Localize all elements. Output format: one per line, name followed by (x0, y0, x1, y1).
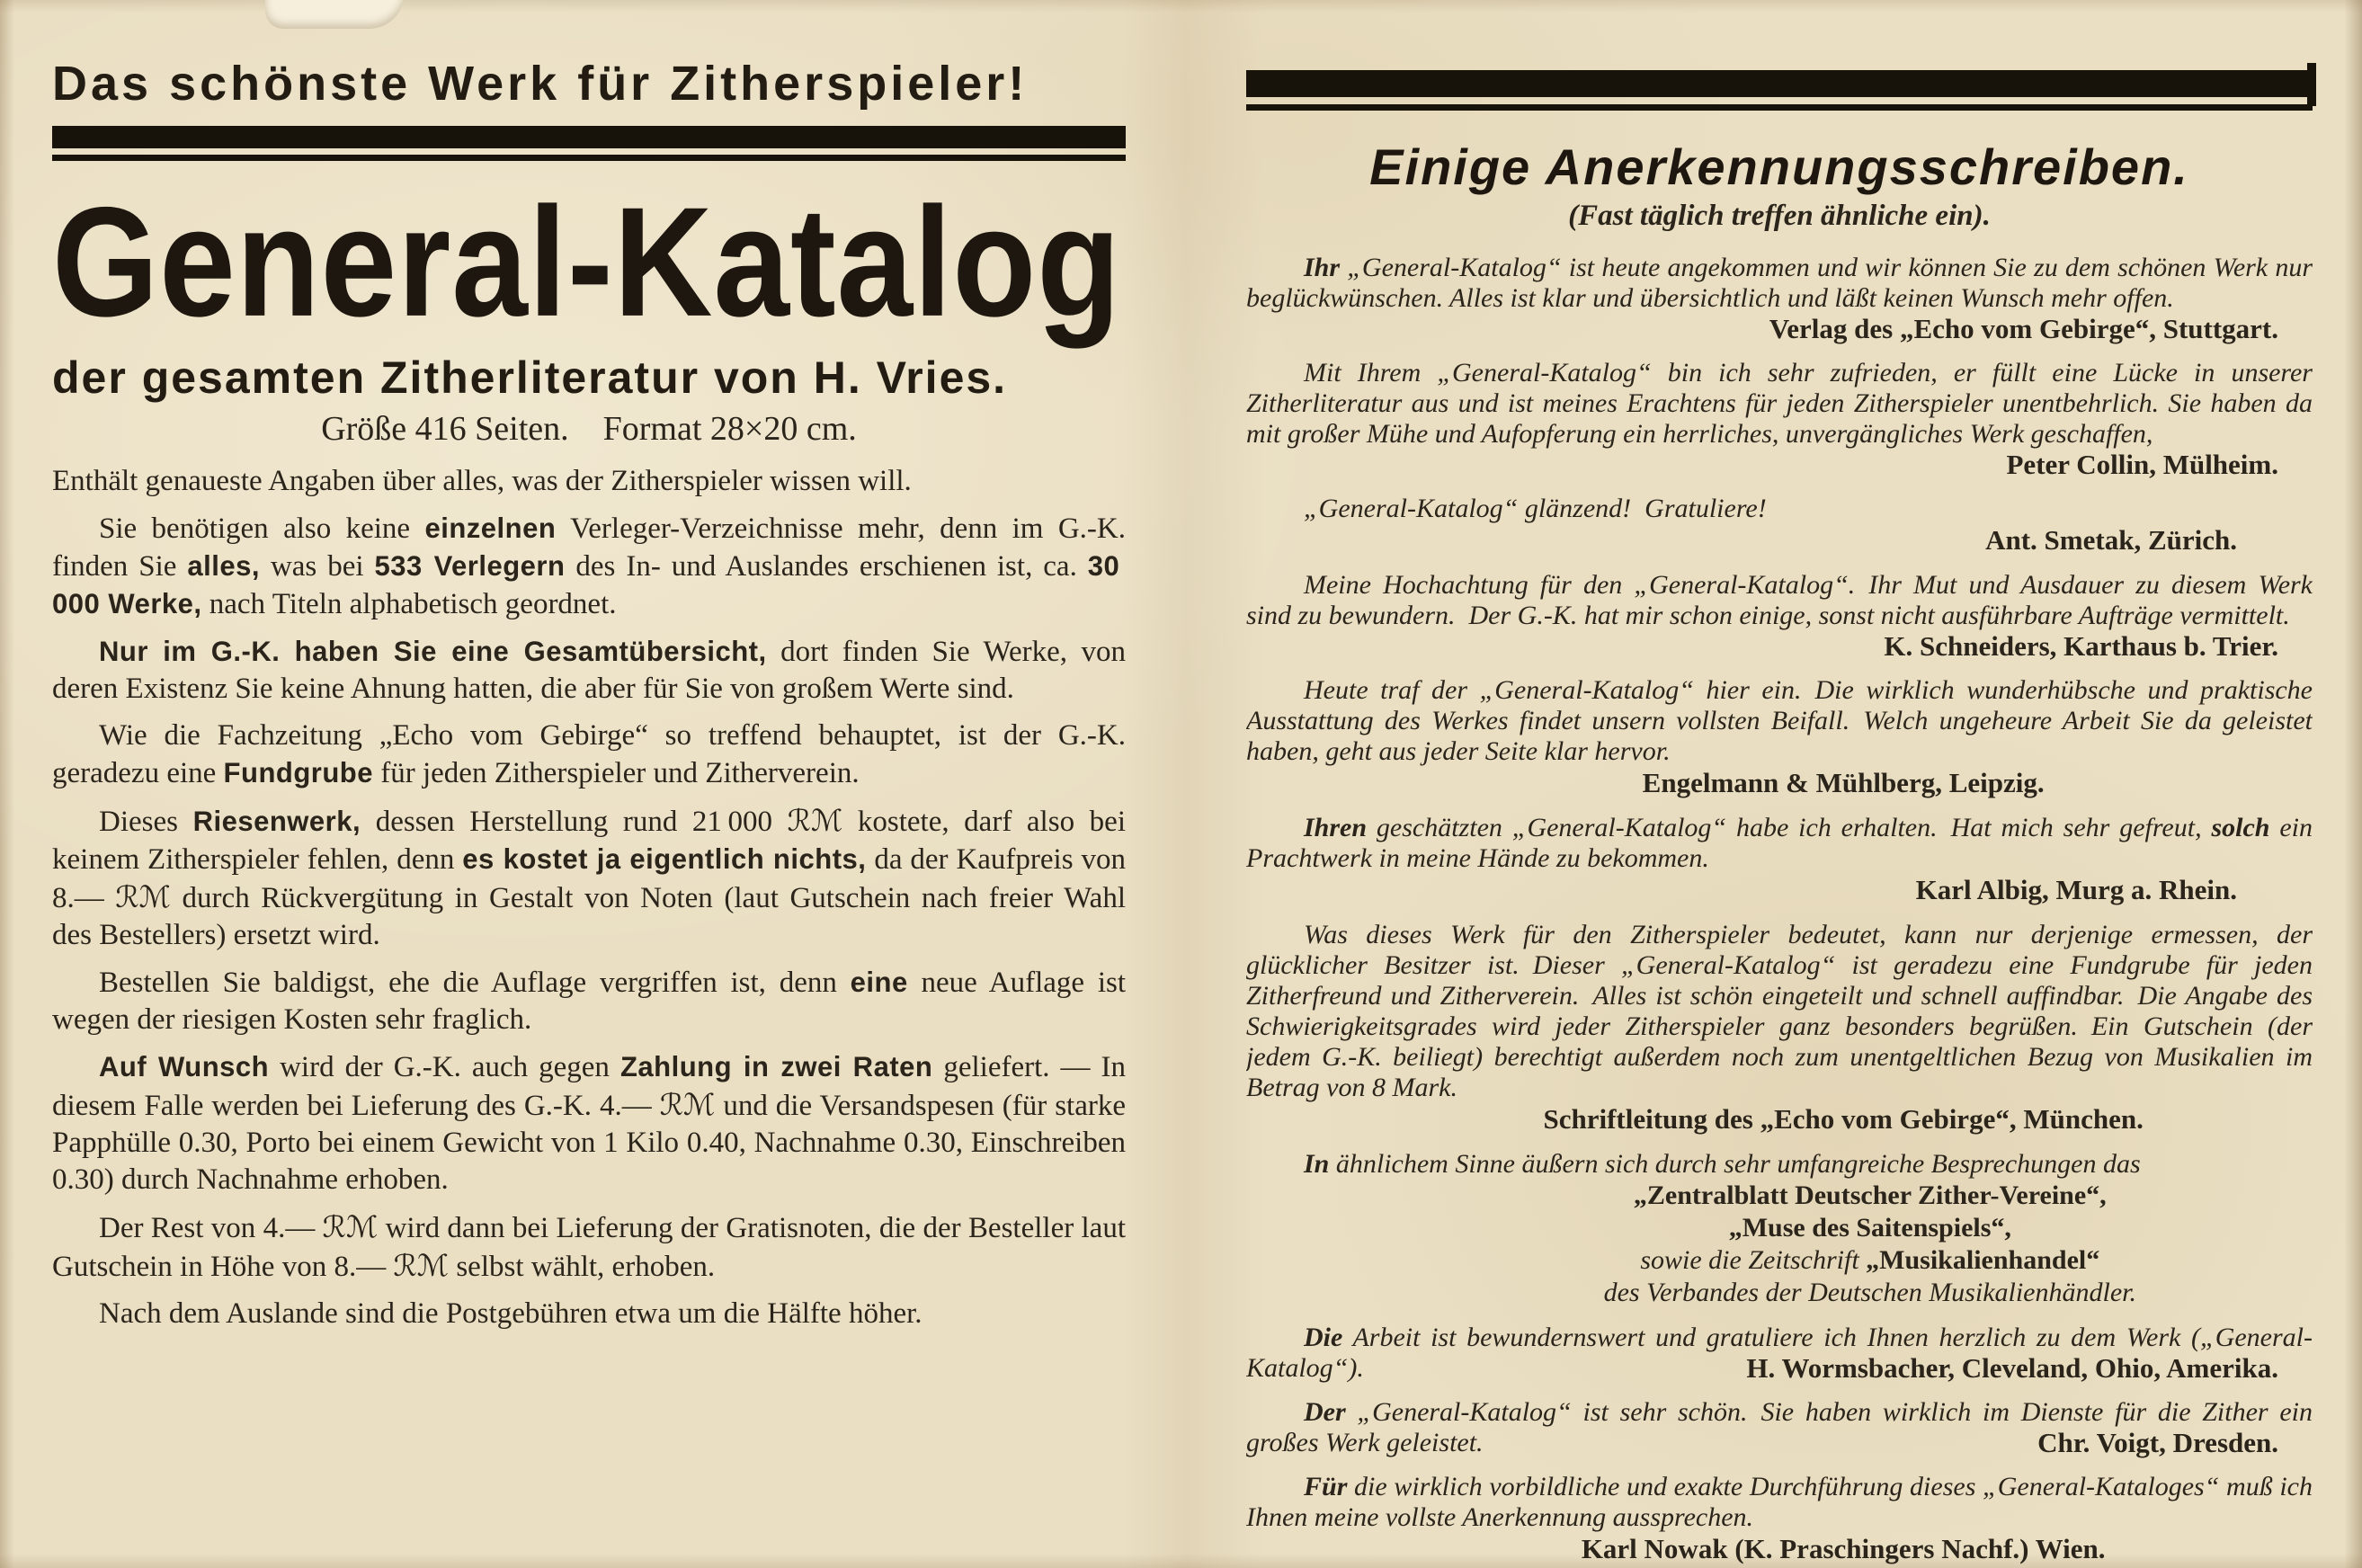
top-divider (1246, 70, 2313, 111)
emphasized-text: solch (2211, 813, 2270, 842)
text-run: Was dieses Werk für den Zitherspieler bedeutet, kann nur derjenige ermessen, der glücklicher Besitzer ist. Dieser „General-Katalog“ ist geradezu eine Fundgrube für jeden Zitherfreund und Zitherverein. Alles ist schön eingeteilt und schnell auffindbar. Die Angabe des Schwierigkeitsgrades wird jeder Zitherspieler ganz besonders begrüßen. Ein Gutschein (der jedem G.-K. beiliegt) berechtigt außerdem noch zum unentgeltlichen Bezug von Musikalien im Betrag von 8 Mark. (1246, 920, 2313, 1102)
text-run: dort finden Sie Werke, von deren Existenz Sie keine Ahnung hatten, die aber für Sie von großem Werte sind. (52, 636, 1126, 705)
paragraph (52, 802, 1126, 954)
testimonial-text (1246, 494, 2313, 524)
signature: K. Schneiders, Karthaus b. Trier. (1884, 630, 2278, 662)
testimonial (1246, 494, 2313, 557)
text-run: was bei (260, 550, 375, 583)
emphasized-text: eine (850, 967, 908, 998)
testimonial-text (1246, 358, 2313, 480)
testimonial-text (1246, 1323, 2313, 1384)
text-run: Heute traf der „General-Katalog“ hier ein. Die wirklich wunderhübsche und praktische Ausstattung des Werkes findet unsern vollsten Beifall. Welch ungeheure Arbeit Sie da geleistet haben, geht aus jeder Seite klar hervor. (1246, 675, 2313, 766)
testimonial (1246, 570, 2313, 662)
text-run: kostete, darf also bei keinem Zitherspieler fehlen, denn (52, 806, 1126, 876)
testimonials-list (1246, 253, 2313, 1565)
text-run: ähnlichem Sinne äußern sich durch sehr umfangreiche Besprechungen das (1329, 1149, 2141, 1179)
text-run: geliefert. — In diesem Falle werden bei Lieferung des G.-K. 4.— (52, 1051, 1127, 1122)
text-run: Verleger-Verzeichnisse mehr, denn im G.-K. finden Sie (52, 512, 1126, 583)
catalog-title: General-Katalog (52, 174, 1122, 350)
emphasized-text: In (1304, 1149, 1330, 1179)
text-run: geschätzten „General-Katalog“ habe ich erhalten. Hat mich sehr gefreut, (1367, 813, 2212, 842)
right-page (1246, 70, 2313, 1568)
paragraph (52, 1048, 1126, 1198)
publication-line (1428, 1244, 2313, 1277)
emphasized-text: Nur im G.-K. haben Sie eine Gesamtübersicht, (99, 636, 767, 667)
testimonial-text (1246, 813, 2313, 874)
signature: Verlag des „Echo vom Gebirge“, Stuttgart. (1769, 313, 2278, 344)
paragraph (52, 964, 1126, 1038)
signature: Karl Albig, Murg a. Rhein. (1915, 874, 2237, 905)
text-run: die wirklich vorbildliche und exakte Durchführung dieses „General-Kataloges“ muß ich Ihnen meine vollste Anerkennung aussprechen. (1246, 1472, 2313, 1532)
testimonial-text (1246, 920, 2313, 1103)
text-run: Der Rest von 4.— (99, 1212, 323, 1244)
emphasized-text: Die (1304, 1323, 1343, 1352)
text-run: da der Kaufpreis von 8.— (52, 843, 1126, 914)
testimonial-text (1246, 1397, 2313, 1458)
format-line: Größe 416 Seiten. Format 28×20 cm. (321, 410, 857, 448)
text-run: des In- und Auslandes erschienen ist, ca. (565, 550, 1088, 583)
publication-line (1428, 1212, 2313, 1244)
signature: H. Wormsbacher, Cleveland, Ohio, Amerika. (1746, 1352, 2278, 1384)
testimonial (1246, 253, 2313, 344)
emphasized-text: „Musikalienhandel“ (1866, 1245, 2100, 1275)
reichsmark-symbol: ℛℳ (659, 1087, 716, 1122)
emphasized-text: 533 Verlegern (374, 550, 566, 582)
text-run: ein Prachtwerk in meine Hände zu bekommen. (1246, 813, 2313, 873)
text-run: für jeden Zitherspieler und Zitherverein. (373, 757, 860, 789)
emphasized-text: „Zentralblatt Deutscher Zither-Vereine“, (1633, 1180, 2107, 1210)
emphasized-text: Ihren (1304, 813, 1368, 842)
text-run: „General-Katalog“ ist sehr schön. Sie haben wirklich im Dienste für die Zither ein großes Werk geleistet. (1246, 1397, 2313, 1457)
testimonial (1246, 1323, 2313, 1384)
testimonial (1246, 1472, 2313, 1565)
emphasized-text: 30 000 Werke, (52, 550, 1126, 619)
text-run: Bestellen Sie baldigst, ehe die Auflage vergriffen ist, denn (99, 967, 851, 999)
text-run: Wie die Fachzeitung „Echo vom Gebirge“ so treffend behauptet, ist der G.-K. geradezu eine (52, 719, 1126, 789)
signature: Karl Nowak (K. Praschingers Nachf.) Wien. (1581, 1533, 2106, 1564)
text-run: neue Auflage ist wegen der riesigen Kosten sehr fraglich. (52, 967, 1127, 1036)
text-run: Sie benötigen also keine (99, 512, 425, 545)
paper-tear (265, 0, 405, 29)
thin-rule (52, 155, 1126, 161)
text-run: des Verbandes der Deutschen Musikalienhändler. (1603, 1278, 2136, 1307)
testimonial-text (1246, 570, 2313, 662)
text-run: selbst wählt, erhoben. (449, 1251, 716, 1283)
text-run: Mit Ihrem „General-Katalog“ bin ich sehr zufrieden, er füllt eine Lücke in unserer Zitherliteratur aus und ist meines Erachtens für jeden Zitherspieler unentbehrlich. Sie haben da mit großer Mühe und Aufopferung ein herrliches, unvergängliches Werk geschaffen, (1246, 358, 2313, 449)
testimonial (1246, 1397, 2313, 1458)
testimonial (1246, 675, 2313, 799)
testimonial-text (1246, 675, 2313, 767)
testimonial-text (1246, 1149, 2313, 1180)
reichsmark-symbol: ℛℳ (115, 879, 171, 914)
text-run: und die Versandspesen (für starke Papphülle 0.30, Porto bei einem Gewicht von 1 Kilo 0.40, Nachnahme 0.30, Einschreiben 0.30) durch Nachnahme erhoben. (52, 1090, 1126, 1196)
emphasized-text: Ihr (1304, 253, 1341, 282)
testimonial-text (1246, 1472, 2313, 1533)
paragraph (52, 1208, 1126, 1286)
thick-rule (52, 126, 1126, 148)
emphasized-text: Der (1304, 1397, 1346, 1427)
testimonials-heading: Einige Anerkennungsschreiben. (1369, 138, 2189, 195)
paragraph (52, 717, 1126, 792)
emphasized-text: Für (1304, 1472, 1348, 1501)
left-body-text (52, 463, 1126, 1332)
emphasized-text: Riesenwerk, (192, 806, 361, 837)
emphasized-text: Fundgrube (223, 757, 373, 788)
publication-line (1428, 1180, 2313, 1212)
reichsmark-symbol: ℛℳ (787, 803, 843, 838)
emphasized-text: alles, (187, 550, 260, 582)
header-divider (52, 126, 1126, 161)
text-run: wird der G.-K. auch gegen (269, 1051, 620, 1083)
emphasized-text: es kostet ja eigentlich nichts, (462, 843, 867, 875)
text-run: durch Rückvergütung in Gestalt von Noten (laut Gutschein nach freier Wahl des Bestellers) ersetzt wird. (52, 882, 1126, 951)
paragraph (52, 463, 1126, 500)
emphasized-text: Zahlung in zwei Raten (619, 1051, 933, 1082)
testimonials-subheading: (Fast täglich treffen ähnliche ein). (1568, 200, 1991, 232)
reichsmark-symbol: ℛℳ (393, 1248, 450, 1283)
text-run: „General-Katalog“ glänzend! Gratuliere! (1304, 494, 1767, 523)
testimonial (1246, 920, 2313, 1136)
text-run: Meine Hochachtung für den „General-Katalog“. Ihr Mut und Ausdauer zu diesem Werk sind zu bewundern. Der G.-K. hat mir schon einige, sonst nicht ausführbare Aufträge vermittelt. (1246, 570, 2313, 630)
emphasized-text: „Muse des Saitenspiels“, (1728, 1213, 2011, 1243)
text-run: Dieses (99, 806, 193, 838)
testimonial (1246, 1149, 2313, 1309)
text-run: Nach dem Auslande sind die Postgebühren etwa um die Hälfte höher. (99, 1297, 923, 1330)
signature: Ant. Smetak, Zürich. (1985, 524, 2237, 556)
left-page (52, 56, 1126, 1342)
thick-rule (1246, 70, 2313, 97)
text-run: wird dann bei Lieferung der Gratisnoten, die der Besteller laut Gutschein in Höhe von 8.— (52, 1212, 1127, 1283)
text-run: „General-Katalog“ ist heute angekommen und wir können Sie zu dem schönen Werk nur beglückwünschen. Alles ist klar und übersichtlich und läßt keinen Wunsch mehr offen. (1246, 253, 2313, 313)
paragraph (52, 1296, 1126, 1332)
text-run: Enthält genaueste Angaben über alles, was der Zitherspieler wissen will. (52, 465, 912, 497)
signature: Schriftleitung des „Echo vom Gebirge“, München. (1543, 1103, 2144, 1135)
testimonial-text (1246, 253, 2313, 344)
signature: Chr. Voigt, Dresden. (2037, 1427, 2278, 1458)
testimonial (1246, 813, 2313, 906)
paragraph (52, 633, 1126, 708)
emphasized-text: Auf Wunsch (99, 1051, 270, 1082)
headline: Das schönste Werk für Zitherspieler! (52, 57, 1029, 111)
emphasized-text: einzelnen (424, 512, 557, 544)
text-run: Arbeit ist bewundernswert und gratuliere ich Ihnen herzlich zu dem Werk („General-Katalog“). (1246, 1323, 2313, 1383)
catalog-subtitle: der gesamten Zitherliteratur von H. Vries. (52, 352, 1008, 403)
thin-rule (1246, 104, 2313, 111)
paragraph (52, 510, 1126, 623)
text-run: sowie die Zeitschrift (1640, 1245, 1867, 1275)
reichsmark-symbol: ℛℳ (322, 1209, 379, 1244)
text-run: dessen Herstellung rund 21 000 (361, 806, 788, 838)
signature: Engelmann & Mühlberg, Leipzig. (1642, 767, 2045, 798)
testimonial (1246, 358, 2313, 480)
signature: Peter Collin, Mülheim. (2006, 449, 2278, 480)
publication-line (1428, 1277, 2313, 1309)
text-run: nach Titeln alphabetisch geordnet. (201, 588, 617, 620)
